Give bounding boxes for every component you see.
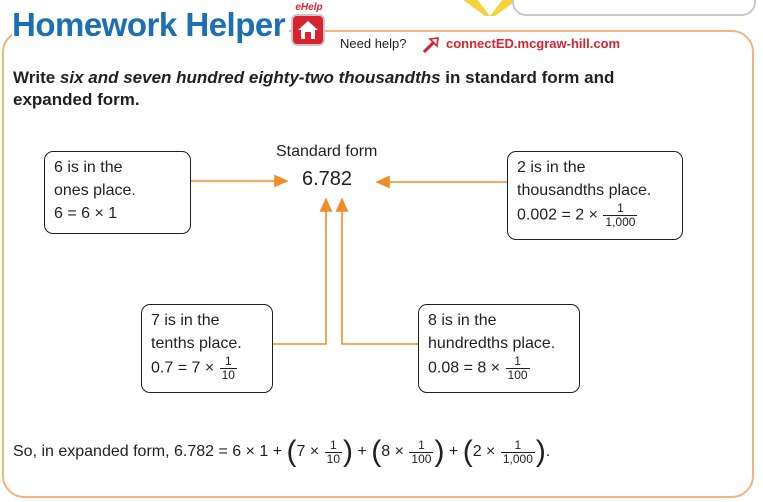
box-line: ones place.: [54, 182, 136, 199]
prompt-prefix: Write: [13, 68, 60, 87]
denominator: 100: [507, 368, 528, 382]
expanded-form-conclusion: [13, 437, 550, 467]
hundredths-place-box: [418, 304, 580, 393]
plus-sign: +: [357, 443, 367, 461]
numerator: 1: [514, 354, 521, 368]
fraction: [220, 355, 237, 382]
box-line: 2 is in the: [517, 159, 586, 176]
tenths-place-box: [141, 304, 273, 393]
close-paren: ): [535, 435, 546, 468]
numerator: 1: [514, 437, 522, 452]
arrow-tenths: [273, 199, 326, 344]
numerator: 1: [224, 354, 232, 368]
denominator: 10: [326, 451, 341, 466]
open-paren: (: [462, 435, 473, 468]
plus-sign: +: [448, 443, 459, 461]
connected-link[interactable]: connectED.mcgraw-hill.com: [446, 36, 621, 51]
open-paren: (: [371, 435, 382, 468]
box-line: 6 is in the: [54, 159, 123, 176]
box-expression: 6 = 6 × 1: [54, 205, 118, 222]
box-line: tenths place.: [151, 335, 242, 352]
expression-text: 0.08 = 8 ×: [428, 359, 501, 377]
need-help-text: Need help?: [340, 36, 407, 51]
thousandths-place-box: [507, 151, 683, 240]
prompt-suffix: in standard form and expanded form.: [13, 68, 615, 109]
close-paren: ): [434, 435, 445, 468]
box-line: hundredths place.: [428, 335, 556, 352]
conclusion-prefix: So, in expanded form, 6.782 = 6 × 1 +: [13, 443, 283, 461]
box-expression: [428, 355, 579, 382]
box-line: thousandths place.: [517, 182, 652, 199]
ehelp-label: eHelp: [295, 2, 323, 13]
box-expression: [517, 202, 682, 229]
fraction: [603, 202, 637, 229]
close-paren: ): [343, 435, 354, 468]
term-text: 2 ×: [472, 443, 496, 461]
box-line: 8 is in the: [428, 312, 497, 329]
open-paren: (: [286, 435, 297, 468]
expression-text: 0.002 = 2 ×: [517, 206, 598, 224]
ones-place-box: [44, 151, 191, 234]
page-title: Homework Helper: [12, 6, 289, 44]
prompt-number-words: six and seven hundred eighty-two thousandths: [59, 68, 441, 87]
fraction: [501, 439, 535, 466]
denominator: 1,000: [502, 451, 533, 466]
fraction: [506, 355, 530, 382]
numerator: 1: [617, 201, 624, 215]
denominator: 100: [411, 451, 432, 466]
box-line: 7 is in the: [151, 312, 220, 329]
fraction: [325, 439, 342, 466]
expression-text: 0.7 = 7 ×: [151, 359, 215, 377]
denominator: 1,000: [605, 215, 636, 229]
term-text: 8 ×: [381, 443, 404, 461]
numerator: 1: [330, 437, 337, 452]
box-expression: [151, 355, 272, 382]
standard-form-value: 6.782: [302, 168, 353, 190]
period: .: [545, 443, 551, 461]
numerator: 1: [418, 437, 425, 452]
denominator: 10: [221, 368, 235, 382]
fraction: [409, 439, 433, 466]
term-text: 7 ×: [296, 443, 320, 461]
arrow-hundredths: [342, 199, 418, 344]
standard-form-label: Standard form: [276, 143, 378, 160]
